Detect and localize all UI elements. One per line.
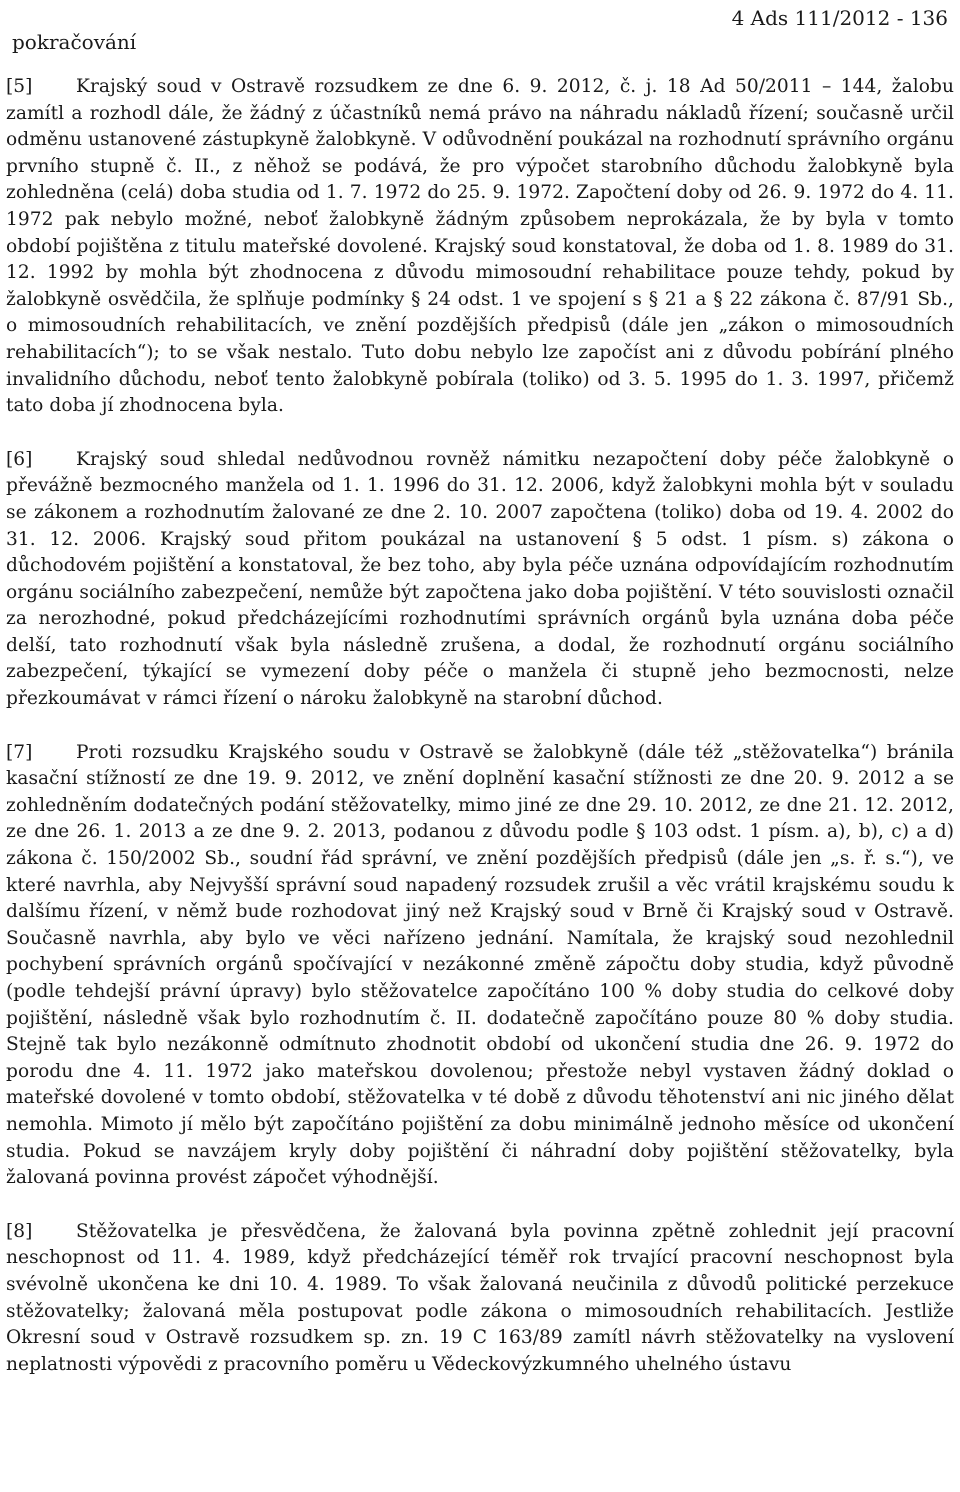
paragraph-text: Stěžovatelka je přesvědčena, že žalovaná byla povinna zpětně zohlednit její pracovní neschopnost od 11. 4. 1989, když předcházející téměř rok trvající pracovní neschopnost byla svévolně ukončena ke dni 10. 4. 1989. To však žalovaná neučinila z důvodů politické perzekuce stěžovatelky; žalovaná měla postupovat podle zákona o mimosoudních rehabilitacích. Jestliže Okresní soud v Ostravě rozsudkem sp. zn. 19 C 163/89 zamítl návrh stěžovatelky na vyslovení neplatnosti výpovědi z pracovního poměru u Vědeckovýzkumného uhelného ústavu [6,1220,954,1375]
paragraph-6 [6,447,954,713]
page-header [6,0,954,60]
paragraph-8 [6,1219,954,1379]
case-number: 4 Ads 111/2012 - 136 [731,6,948,30]
paragraph-number: [6] [6,448,33,470]
paragraph-number: [5] [6,76,33,97]
document-body [6,74,954,1405]
paragraph-text: Krajský soud shledal nedůvodnou rovněž námitku nezapočtení doby péče žalobkyně o převážně bezmocného manžela od 1. 1. 1996 do 31. 12. 2006, když žalobkyni mohla být v souladu se zákonem a rozhodnutím žalované ze dne 2. 10. 2007 započtena (toliko) doba od 19. 4. 2002 do 31. 12. 2006. Krajský soud přitom poukázal na ustanovení § 5 odst. 1 písm. s) zákona o důchodovém pojištění a konstatoval, že bez toho, aby byla péče uznána odpovídajícím rozhodnutím orgánu sociálního zabezpečení, nemůže být započtena jako doba pojištění. V této souvislosti označil za nerozhodné, pokud předcházejícími rozhodnutími správních orgánů byla uznána doba péče delší, tato rozhodnutí však byla následně zrušena, a dodal, že rozhodnutí orgánu sociálního zabezpečení, týkající se vymezení doby péče o manžela či stupně jeho bezmocnosti, nelze přezkoumávat v rámci řízení o nároku žalobkyně na starobní důchod. [6,448,954,710]
continuation-label: pokračování [12,30,137,54]
paragraph-text: Krajský soud v Ostravě rozsudkem ze dne 6. 9. 2012, č. j. 18 Ad 50/2011 – 144, žalobu zamítl a rozhodl dále, že žádný z účastníků nemá právo na náhradu nákladů řízení; současně určil odměnu ustanovené zástupkyně žalobkyně. V odůvodnění poukázal na rozhodnutí správního orgánu prvního stupně č. II., z něhož se podává, že pro výpočet starobního důchodu žalobkyně byla zohledněna (celá) doba studia od 1. 7. 1972 do 25. 9. 1972. Započtení doby od 26. 9. 1972 do 4. 11. 1972 pak nebylo možné, neboť žalobkyně žádným způsobem neprokázala, že by byla v tomto období pojištěna z titulu mateřské dovolené. Krajský soud konstatoval, že doba od 1. 8. 1989 do 31. 12. 1992 by mohla být zhodnocena z důvodu mimosoudní rehabilitace pouze tehdy, pokud by žalobkyně osvědčila, že splňuje podmínky § 24 odst. 1 ve spojení s § 21 a § 22 zákona č. 87/91 Sb., o mimosoudních rehabilitacích, ve znění pozdějších předpisů (dále jen „zákon o mimosoudních rehabilitacích“); to se však nestalo. Tuto dobu nebylo lze započíst ani z důvodu pobírání plného invalidního důchodu, neboť tento žalobkyně pobírala (toliko) od 3. 5. 1995 do 1. 3. 1997, přičemž tato doba jí zhodnocena byla. [6,76,954,417]
paragraph-number: [8] [6,1220,33,1242]
paragraph-5 [6,74,954,420]
paragraph-number: [7] [6,741,33,763]
paragraph-7 [6,740,954,1192]
paragraph-text: Proti rozsudku Krajského soudu v Ostravě se žalobkyně (dále též „stěžovatelka“) bránila kasační stížností ze dne 19. 9. 2012, ve znění doplnění kasační stížnosti ze dne 20. 9. 2012 a se zohledněním dodatečných podání stěžovatelky, mimo jiné ze dne 29. 10. 2012, ze dne 21. 12. 2012, ze dne 26. 1. 2013 a ze dne 9. 2. 2013, podanou z důvodu podle § 103 odst. 1 písm. a), b), c) a d) zákona č. 150/2002 Sb., soudní řád správní, ve znění pozdějších předpisů (dále jen „s. ř. s.“), ve které navrhla, aby Nejvyšší správní soud napadený rozsudek zrušil a věc vrátil krajskému soudu k dalšímu řízení, v němž bude rozhodovat jiný než Krajský soud v Brně či Krajský soud v Ostravě. Současně navrhla, aby bylo ve věci nařízeno jednání. Namítala, že krajský soud nezohlednil pochybení správních orgánů spočívající v nezákonné změně zápočtu doby studia, když původně (podle tehdejší právní úpravy) bylo stěžovatelce započítáno 100 % doby studia do celkové doby pojištění, následně však bylo rozhodnutím č. II. dodatečně započítáno pouze 80 % doby studia. Stejně tak bylo nezákonně odmítnuto zhodnotit období od ukončení studia dne 26. 9. 1972 do porodu dne 4. 11. 1972 jako mateřskou dovolenou; přestože nebyl vystaven žádný doklad o mateřské dovolené v tomto období, stěžovatelka v té době z důvodu těhotenství ani nic jiného dělat nemohla. Mimoto jí mělo být započítáno pojištění za dobu minimálně jednoho měsíce od ukončení studia. Pokud se navzájem kryly doby pojištění či náhradní doby pojištění stěžovatelky, byla žalovaná povinna provést zápočet výhodnější. [6,741,954,1189]
